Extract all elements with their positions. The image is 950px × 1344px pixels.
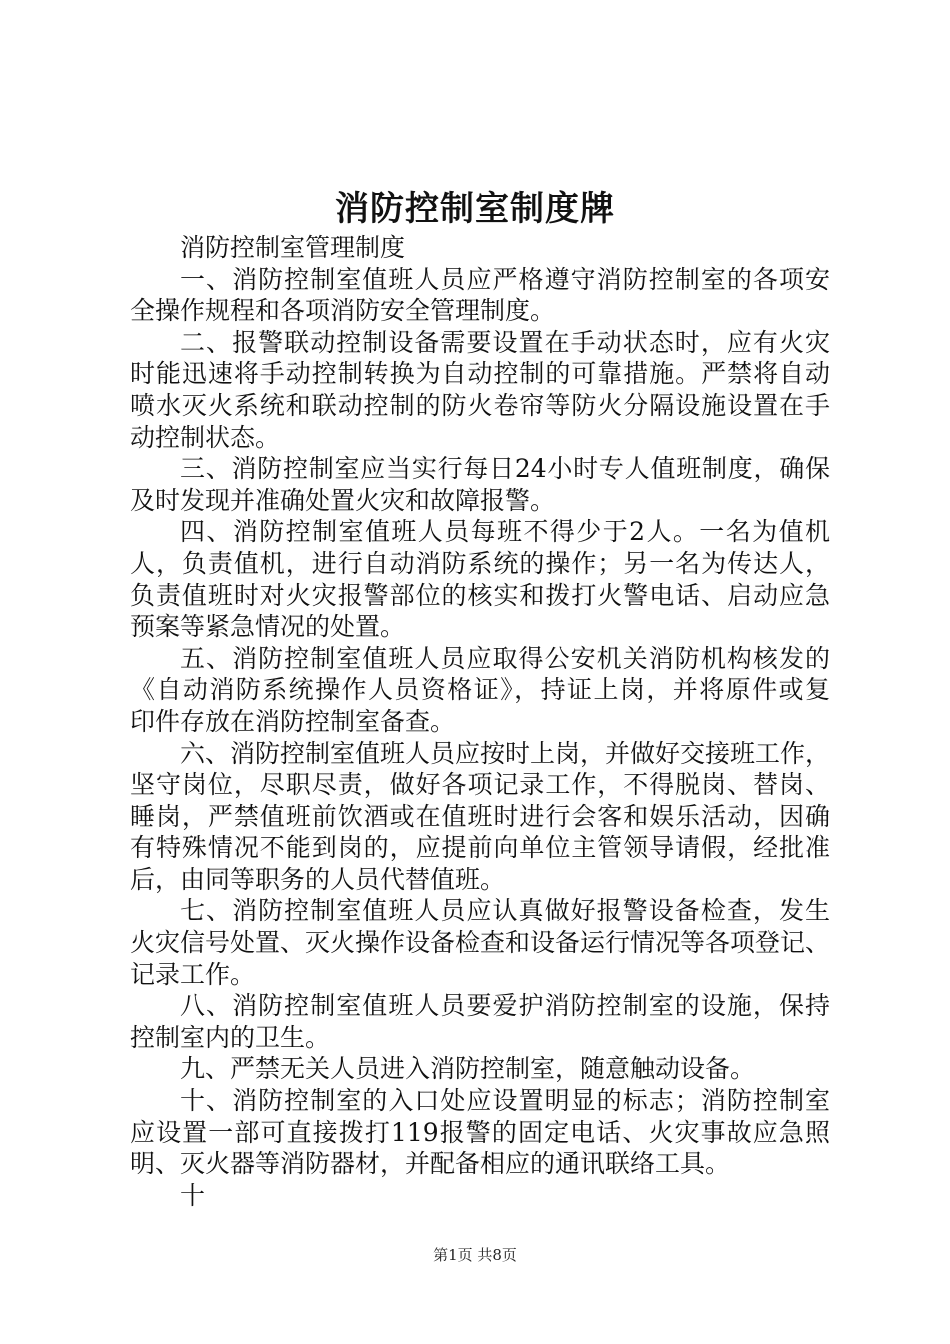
paragraph-line: 坚守岗位，尽职尽责，做好各项记录工作，不得脱岗、替岗、: [130, 770, 830, 800]
paragraph-line: 全操作规程和各项消防安全管理制度。: [130, 296, 556, 326]
paragraph-line: 九、严禁无关人员进入消防控制室，随意触动设备。: [180, 1054, 756, 1084]
paragraph-line: 印件存放在消防控制室备查。: [130, 706, 456, 736]
paragraph-line: 应设置一部可直接拨打119报警的固定电话、火灾事故应急照: [130, 1117, 830, 1147]
paragraph-line: 负责值班时对火灾报警部位的核实和拨打火警电话、启动应急: [130, 580, 830, 610]
paragraph-line: 控制室内的卫生。: [130, 1022, 331, 1052]
paragraph-line: 有特殊情况不能到岗的，应提前向单位主管领导请假，经批准: [130, 833, 830, 863]
paragraph-line: 三、消防控制室应当实行每日24小时专人值班制度，确保: [180, 454, 830, 484]
paragraph-line: 《自动消防系统操作人员资格证》，持证上岗，并将原件或复: [130, 675, 830, 705]
paragraph-line: 七、消防控制室值班人员应认真做好报警设备检查，发生: [180, 896, 830, 926]
paragraph-line: 五、消防控制室值班人员应取得公安机关消防机构核发的: [180, 643, 830, 673]
paragraph-line: 八、消防控制室值班人员要爱护消防控制室的设施，保持: [180, 991, 830, 1021]
paragraph-line: 预案等紧急情况的处置。: [130, 612, 406, 642]
paragraph-line: 及时发现并准确处置火灾和故障报警。: [130, 485, 556, 515]
document-body: [130, 232, 830, 1211]
paragraph-line: 人，负责值机，进行自动消防系统的操作；另一名为传达人，: [130, 548, 830, 578]
paragraph-line: 十、消防控制室的入口处应设置明显的标志；消防控制室: [180, 1086, 830, 1116]
paragraph-line: 火灾信号处置、灭火操作设备检查和设备运行情况等各项登记、: [130, 928, 831, 958]
paragraph-line: 时能迅速将手动控制转换为自动控制的可靠措施。严禁将自动: [130, 359, 830, 389]
paragraph-line: 二、报警联动控制设备需要设置在手动状态时，应有火灾: [180, 327, 830, 357]
paragraph-line: 六、消防控制室值班人员应按时上岗，并做好交接班工作，: [180, 738, 831, 768]
paragraph-line: 记录工作。: [130, 959, 256, 989]
paragraph-line: 十: [180, 1180, 206, 1210]
document-title: 消防控制室制度牌: [335, 189, 615, 229]
paragraph-line: 明、灭火器等消防器材，并配备相应的通讯联络工具。: [130, 1149, 731, 1179]
paragraph-line: 四、消防控制室值班人员每班不得少于2人。一名为值机: [180, 517, 830, 547]
paragraph-line: 动控制状态。: [130, 422, 281, 452]
paragraph-line: 后，由同等职务的人员代替值班。: [130, 864, 506, 894]
page-footer: 第1页 共8页: [433, 1246, 517, 1264]
section-heading: 消防控制室管理制度: [180, 233, 406, 262]
paragraph-line: 睡岗，严禁值班前饮酒或在值班时进行会客和娱乐活动，因确: [130, 801, 830, 831]
paragraph-line: 一、消防控制室值班人员应严格遵守消防控制室的各项安: [180, 264, 830, 294]
paragraph-line: 喷水灭火系统和联动控制的防火卷帘等防火分隔设施设置在手: [130, 390, 830, 420]
